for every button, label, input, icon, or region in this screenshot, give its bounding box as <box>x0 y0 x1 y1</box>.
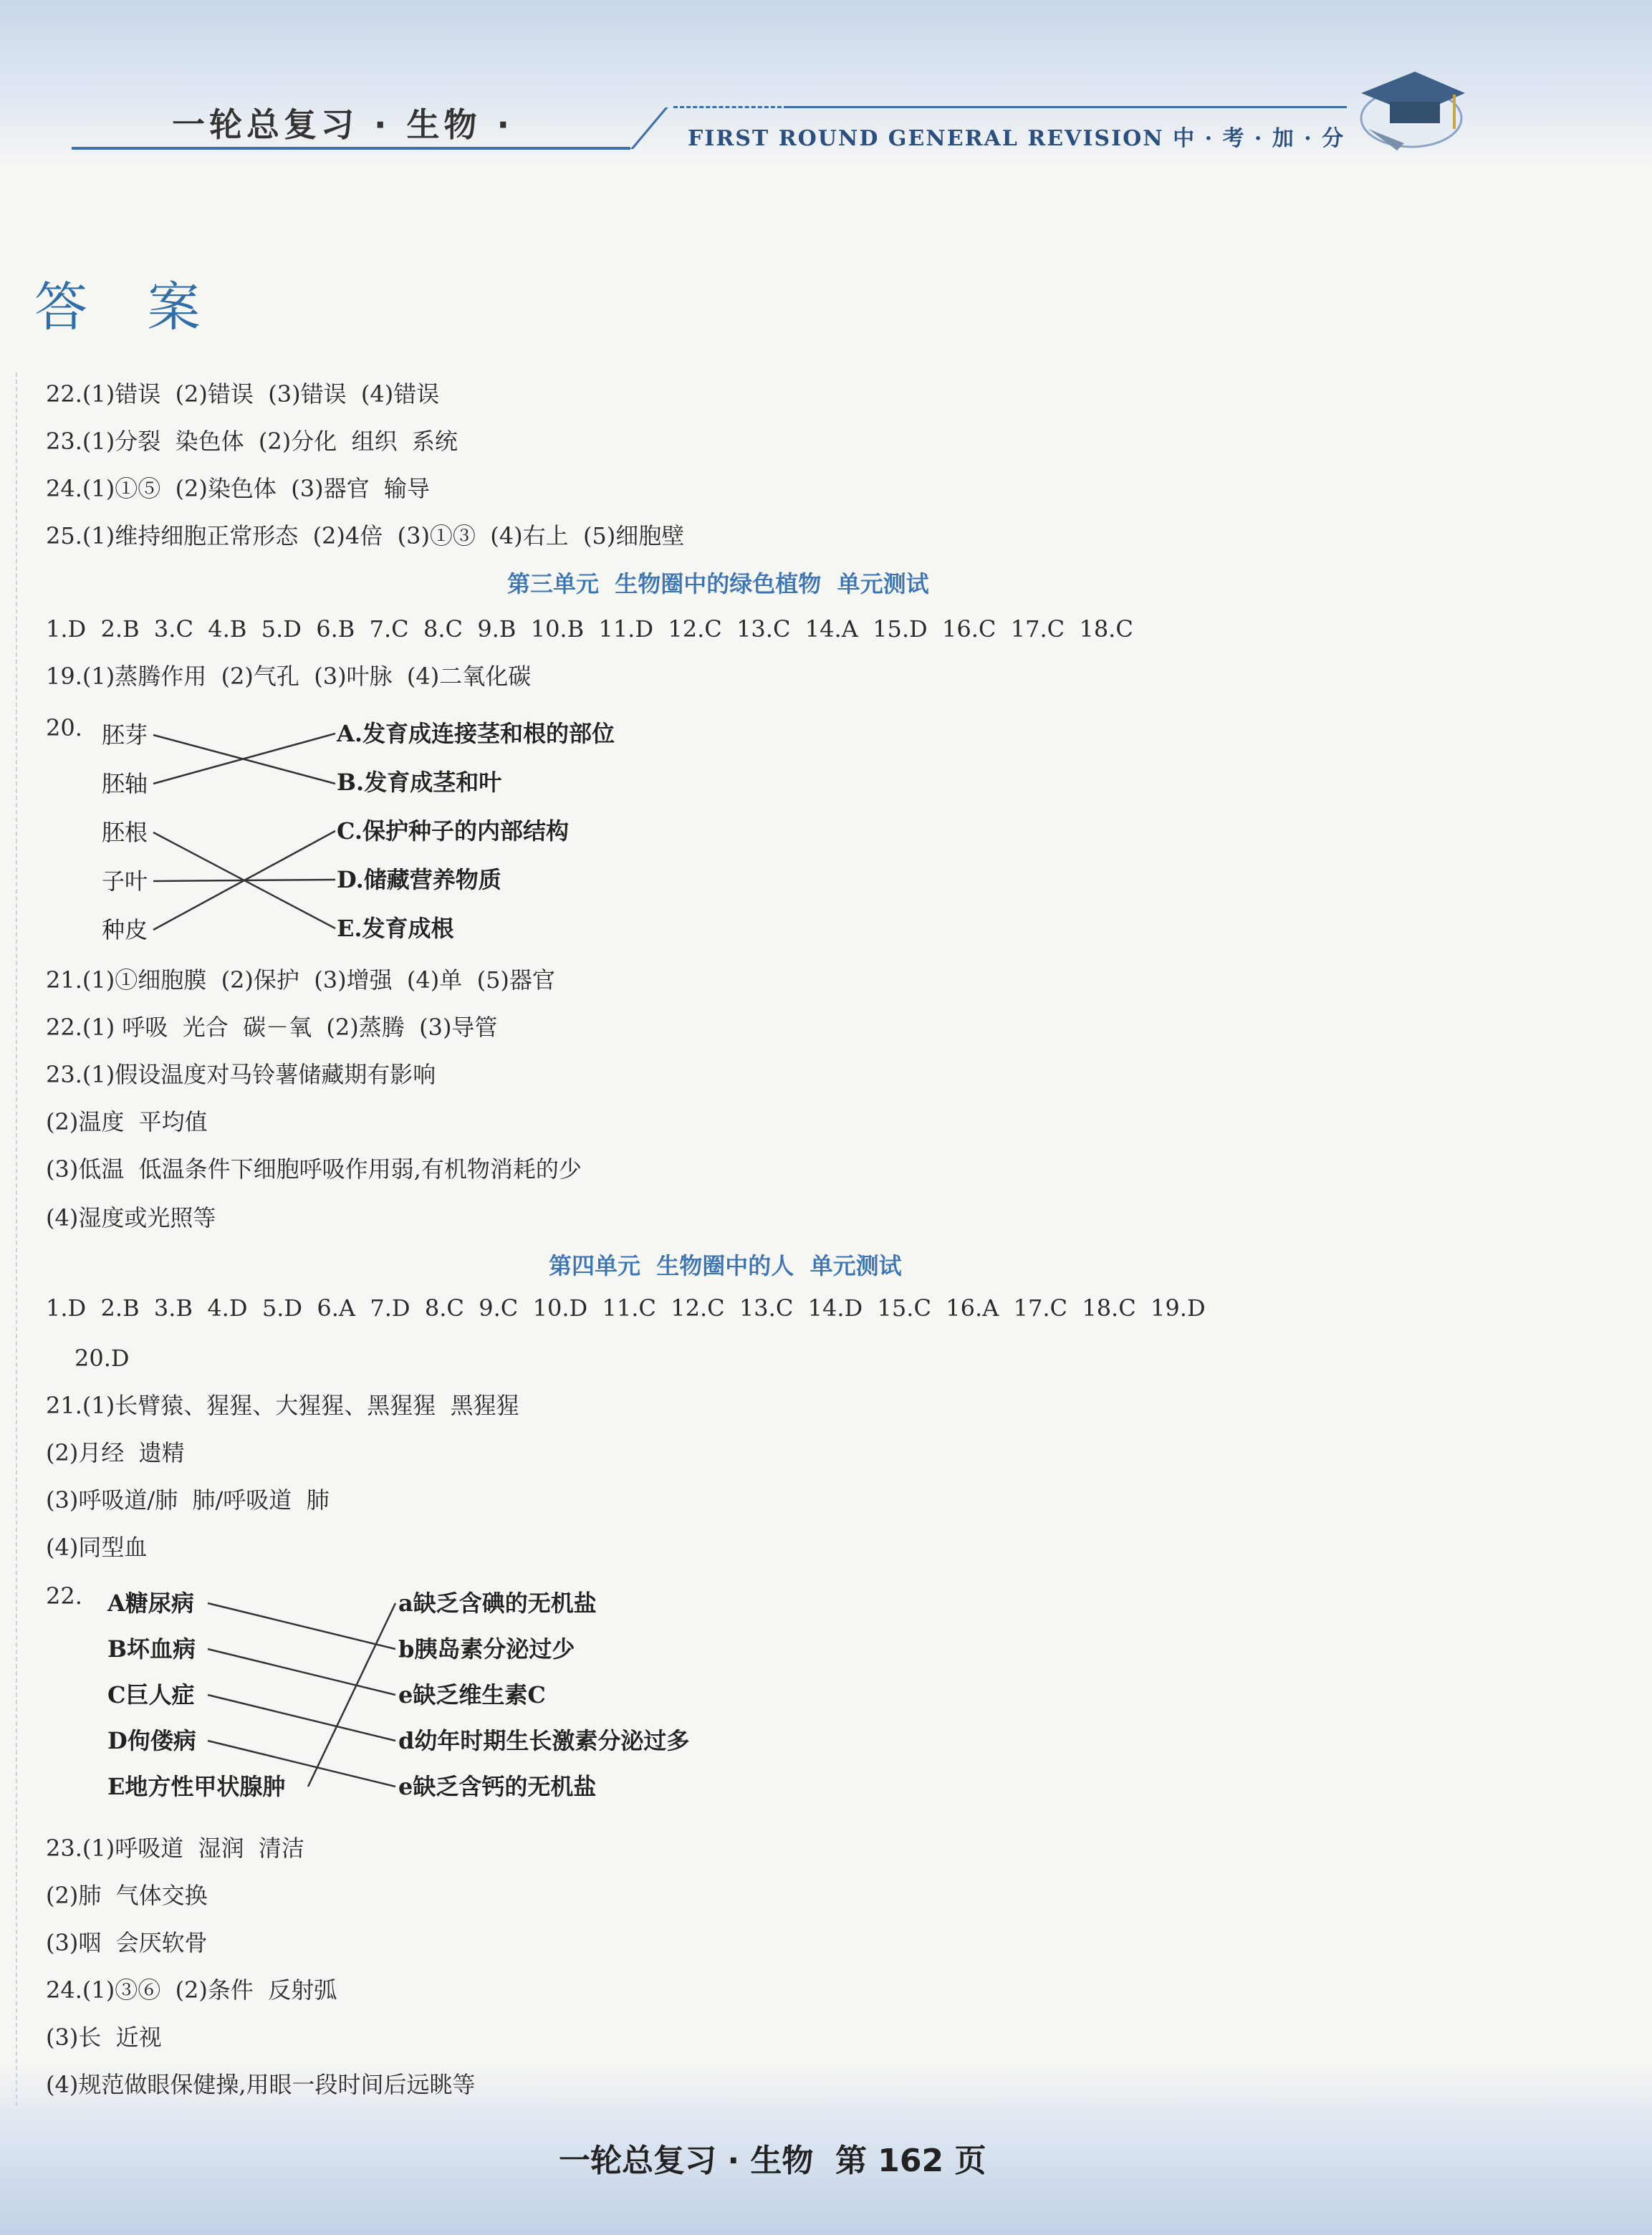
match-right-item: E.发育成根 <box>337 915 454 942</box>
answer-line: (3)长 近视 <box>46 2024 162 2051</box>
answer-line: 24.(1)③⑥ (2)条件 反射弧 <box>46 1976 337 2004</box>
question-number: 22. <box>46 1582 82 1610</box>
header-dash <box>673 106 788 110</box>
header-left-title: 一轮总复习 · 生物 · <box>172 105 514 144</box>
match-right-item: b胰岛素分泌过少 <box>398 1635 575 1663</box>
answer-line: 25.(1)维持细胞正常形态 (2)4倍 (3)①③ (4)右上 (5)细胞壁 <box>46 522 685 549</box>
answer-line: (4)同型血 <box>46 1534 148 1561</box>
header-right-title: FIRST ROUND GENERAL REVISION 中 · 考 · 加 · 分 <box>688 126 1345 151</box>
answer-line: (2)温度 平均值 <box>46 1108 208 1135</box>
match-left-item: A糖尿病 <box>107 1590 194 1617</box>
answer-line: (3)低温 低温条件下细胞呼吸作用弱,有机物消耗的少 <box>46 1155 582 1183</box>
answer-line: 23.(1)假设温度对马铃薯储藏期有影响 <box>46 1061 436 1088</box>
connector-line <box>153 734 335 784</box>
connector-line <box>153 832 335 928</box>
answer-line: 21.(1)长臂猿、猩猩、大猩猩、黑猩猩 黑猩猩 <box>46 1392 519 1419</box>
match-left-item: 种皮 <box>102 916 148 943</box>
match-right-item: A.发育成连接茎和根的部位 <box>337 720 615 747</box>
answer-line: 22.(1)错误 (2)错误 (3)错误 (4)错误 <box>46 380 440 408</box>
header-topline <box>788 106 1347 108</box>
match-right-item: D.储藏营养物质 <box>337 866 501 893</box>
answer-line: (3)咽 会厌软骨 <box>46 1929 208 1956</box>
question-number: 20. <box>46 714 82 741</box>
margin-rule <box>16 372 19 2106</box>
match-left-item: E地方性甲状腺肿 <box>107 1773 286 1800</box>
answer-line: 24.(1)①⑤ (2)染色体 (3)器官 输导 <box>46 475 430 502</box>
connector-line <box>208 1649 395 1695</box>
match-right-item: e缺乏含钙的无机盐 <box>398 1773 597 1800</box>
match-left-item: D佝偻病 <box>107 1727 196 1754</box>
answer-line: 1.D 2.B 3.C 4.B 5.D 6.B 7.C 8.C 9.B 10.B 11.D 12.C 13.C 14.A 15.D 16.C 17.C 18.C <box>46 615 1133 643</box>
graduation-cap-icon <box>1347 50 1469 158</box>
section-heading-unit4: 第四单元 生物圈中的人 单元测试 <box>549 1252 902 1279</box>
section-heading-unit3: 第三单元 生物圈中的绿色植物 单元测试 <box>507 570 929 597</box>
connector-line <box>308 1603 395 1787</box>
connector-line <box>208 1695 395 1741</box>
connector-line <box>153 880 335 881</box>
match-left-item: B坏血病 <box>107 1635 196 1663</box>
match-right-item: a缺乏含碘的无机盐 <box>398 1590 597 1617</box>
answer-line: (4)规范做眼保健操,用眼一段时间后远眺等 <box>46 2071 476 2098</box>
match-right-item: C.保护种子的内部结构 <box>337 817 570 845</box>
match-left-item: 胚根 <box>102 819 148 846</box>
answer-line: 23.(1)分裂 染色体 (2)分化 组织 系统 <box>46 428 458 455</box>
match-left-item: 胚芽 <box>102 721 148 749</box>
match-left-item: 胚轴 <box>102 770 148 797</box>
connector-line <box>208 1603 395 1649</box>
match-left-item: 子叶 <box>102 867 148 895</box>
answer-line: 23.(1)呼吸道 湿润 清洁 <box>46 1835 304 1862</box>
answer-line: 21.(1)①细胞膜 (2)保护 (3)增强 (4)单 (5)器官 <box>46 966 555 994</box>
answer-line: (3)呼吸道/肺 肺/呼吸道 肺 <box>46 1486 330 1514</box>
answer-line: 22.(1) 呼吸 光合 碳－氧 (2)蒸腾 (3)导管 <box>46 1014 498 1041</box>
answer-line: 19.(1)蒸腾作用 (2)气孔 (3)叶脉 (4)二氧化碳 <box>46 663 532 690</box>
answer-line: (2)月经 遗精 <box>46 1439 185 1466</box>
page-footer: 一轮总复习 · 生物 第 162 页 <box>559 2143 986 2179</box>
header-underline <box>72 147 630 150</box>
answer-line: (2)肺 气体交换 <box>46 1882 208 1909</box>
match-right-item: B.发育成茎和叶 <box>337 769 502 796</box>
match-right-item: d幼年时期生长激素分泌过多 <box>398 1727 690 1754</box>
connector-line <box>153 831 335 930</box>
answer-line: (4)湿度或光照等 <box>46 1204 216 1231</box>
answer-line: 1.D 2.B 3.B 4.D 5.D 6.A 7.D 8.C 9.C 10.D 11.C 12.C 13.C 14.D 15.C 16.A 17.C 18.C 19.D <box>46 1294 1206 1322</box>
match-right-item: e缺乏维生素C <box>398 1681 546 1708</box>
page-title: 答 案 <box>34 277 222 338</box>
answer-line: 20.D <box>75 1345 130 1372</box>
connector-line <box>153 735 335 784</box>
match-left-item: C巨人症 <box>107 1681 195 1708</box>
